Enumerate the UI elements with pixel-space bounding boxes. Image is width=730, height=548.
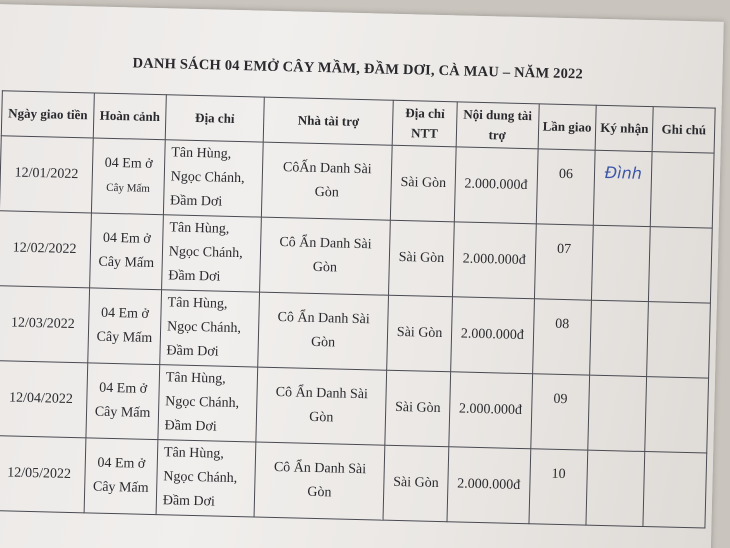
sponsor-line: Cô Ẩn Danh Sài xyxy=(279,235,372,253)
cell-receipt xyxy=(588,375,647,451)
round-value: 07 xyxy=(556,241,572,258)
cell-sponsor-address: Sài Gòn xyxy=(387,295,452,372)
addr-line: Ngọc Chánh, xyxy=(168,244,243,262)
cell-content: 2.000.000đ xyxy=(450,297,534,374)
sponsor-line: Gòn xyxy=(309,409,334,426)
circ-line: Cây Mấm xyxy=(98,254,155,271)
cell-receipt xyxy=(586,450,645,526)
addr-line: Tân Hùng, xyxy=(165,370,226,387)
cell-content: 2.000.000đ xyxy=(447,447,531,524)
circ-line: 04 Em ở xyxy=(104,155,153,172)
header-address: Địa chỉ xyxy=(165,95,264,142)
sponsor-line: Gòn xyxy=(312,259,338,276)
addr-line: Đầm Dơi xyxy=(164,418,217,435)
document-sheet xyxy=(0,4,724,548)
cell-round xyxy=(531,374,590,450)
addr-line: Ngọc Chánh, xyxy=(165,394,240,412)
circ-line: Cây Mấm xyxy=(92,479,149,496)
header-content: Nội dung tài trợ xyxy=(456,102,539,149)
cell-date: 12/05/2022 xyxy=(0,436,86,513)
cell-circumstance xyxy=(92,138,166,215)
header-circumstance: Hoàn cảnh xyxy=(93,93,166,140)
cell-receipt xyxy=(593,150,652,226)
cell-sponsor xyxy=(258,292,389,370)
cell-sponsor-address: Sài Gòn xyxy=(385,370,450,447)
cell-sponsor-address: Sài Gòn xyxy=(383,445,448,522)
cell-sponsor xyxy=(260,217,391,295)
table-row xyxy=(0,436,707,528)
cell-content: 2.000.000đ xyxy=(452,222,536,299)
sponsor-line: CôẤn Danh Sài xyxy=(282,160,372,178)
cell-sponsor xyxy=(254,442,385,520)
cell-note xyxy=(649,227,712,303)
addr-line: Ngọc Chánh, xyxy=(170,169,245,187)
recipient-table xyxy=(0,90,716,528)
cell-note xyxy=(651,152,714,228)
cell-circumstance xyxy=(86,363,160,440)
round-value: 09 xyxy=(553,391,568,408)
addr-line: Đầm Dơi xyxy=(168,268,221,285)
cell-content: 2.000.000đ xyxy=(449,372,533,449)
addr-line: Ngọc Chánh, xyxy=(166,319,242,337)
addr-line: Đầm Dơi xyxy=(166,343,219,360)
cell-content: 2.000.000đ xyxy=(454,147,538,224)
cell-sponsor xyxy=(256,367,387,445)
cell-address xyxy=(156,440,256,517)
circ-line: Cây Mấm xyxy=(96,329,153,346)
circ-line: 04 Em ở xyxy=(102,230,151,247)
cell-address xyxy=(160,290,260,367)
circ-line: Cây Mấm xyxy=(106,181,151,195)
cell-receipt xyxy=(590,300,649,376)
header-round: Lần giao xyxy=(538,104,596,150)
cell-round xyxy=(532,299,591,375)
header-receipt: Ký nhận xyxy=(595,105,653,151)
cell-circumstance xyxy=(84,438,158,515)
round-value: 08 xyxy=(555,316,570,333)
cell-round xyxy=(536,149,595,225)
cell-date: 12/03/2022 xyxy=(0,286,90,363)
cell-address xyxy=(158,365,258,442)
addr-line: Đầm Dơi xyxy=(169,193,223,210)
sponsor-line: Gòn xyxy=(310,334,336,351)
round-value: 10 xyxy=(551,466,566,483)
sponsor-line: Cô Ẩn Danh Sài xyxy=(275,385,369,403)
signature: Đình xyxy=(604,162,643,183)
cell-address xyxy=(163,140,263,217)
header-sponsor: Nhà tài trợ xyxy=(263,97,393,145)
sponsor-line: Gòn xyxy=(307,484,332,501)
header-date: Ngày giao tiền xyxy=(1,91,94,138)
addr-line: Tân Hùng, xyxy=(167,295,228,312)
header-note: Ghi chú xyxy=(653,107,716,153)
cell-date: 12/04/2022 xyxy=(0,361,88,438)
cell-date: 12/01/2022 xyxy=(0,136,93,213)
cell-sponsor-address: Sài Gòn xyxy=(391,145,456,222)
circ-line: 04 Em ở xyxy=(100,305,150,322)
cell-round xyxy=(534,224,593,300)
addr-line: Đầm Dơi xyxy=(162,493,216,510)
cell-note xyxy=(647,302,710,378)
cell-round xyxy=(529,449,588,525)
addr-line: Ngọc Chánh, xyxy=(163,469,238,487)
round-value: 06 xyxy=(558,166,574,183)
cell-note xyxy=(645,377,708,453)
sponsor-line: Cô Ẩn Danh Sài xyxy=(277,310,370,328)
cell-sponsor-address: Sài Gòn xyxy=(389,220,454,297)
cell-date: 12/02/2022 xyxy=(0,211,92,288)
cell-sponsor xyxy=(262,142,393,220)
addr-line: Tân Hùng, xyxy=(163,445,225,462)
circ-line: Cây Mấm xyxy=(94,404,151,421)
sponsor-line: Cô Ẩn Danh Sài xyxy=(273,459,367,478)
cell-circumstance xyxy=(90,213,164,290)
circ-line: 04 Em ở xyxy=(99,380,148,397)
cell-circumstance xyxy=(88,288,162,365)
addr-line: Tân Hùng, xyxy=(169,220,230,237)
addr-line: Tân Hùng, xyxy=(171,145,232,162)
cell-note xyxy=(643,452,706,528)
sponsor-line: Gòn xyxy=(314,184,339,201)
cell-receipt xyxy=(592,225,651,301)
circ-line: 04 Em ở xyxy=(97,455,146,472)
cell-address xyxy=(161,215,261,292)
document-title: DANH SÁCH 04 EMỞ CÂY MẦM, ĐẦM DƠI, CÀ MAU – NĂM 2022 xyxy=(132,55,584,83)
header-sponsor-address: Địa chỉ NTT xyxy=(392,100,457,147)
